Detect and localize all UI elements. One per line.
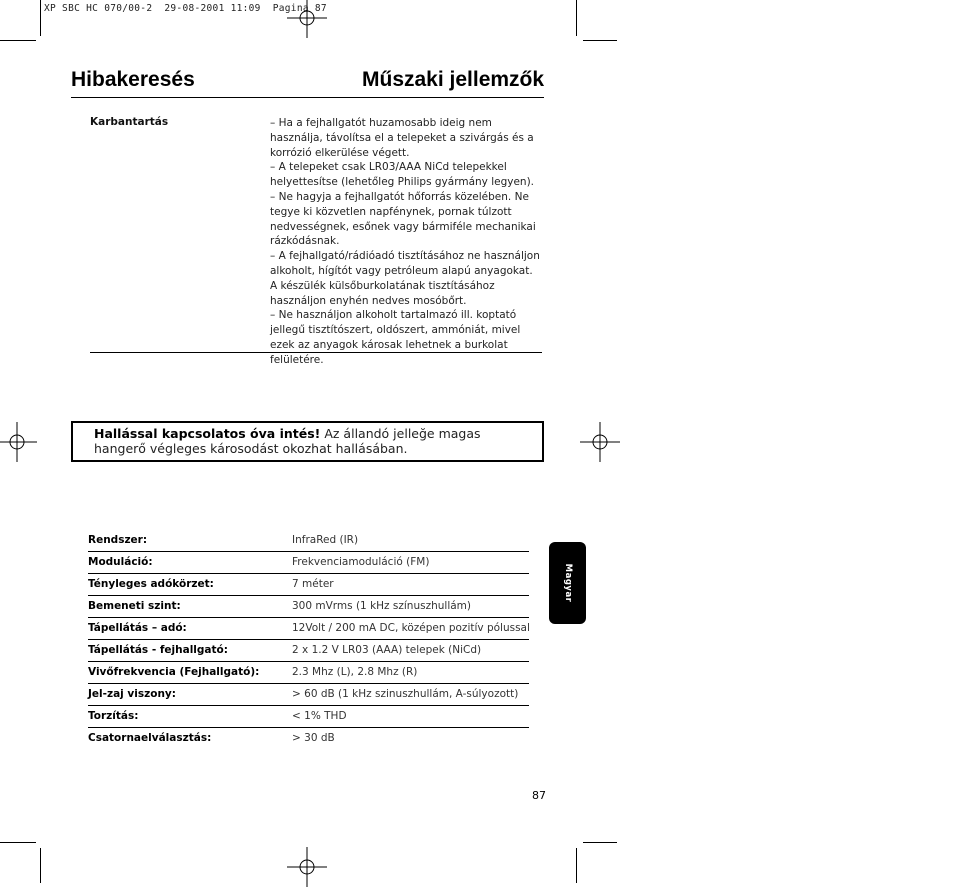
spec-value: 300 mVrms (1 kHz színuszhullám) bbox=[292, 600, 471, 612]
language-tab-label: Magyar bbox=[562, 563, 573, 603]
maintenance-paragraph: – Ha a fejhallgatót huzamosabb ideig nem használja, távolítsa el a telepeket a szivárgás és a korrózió elkerülése végett. bbox=[270, 117, 534, 159]
spec-label: Moduláció: bbox=[88, 556, 153, 568]
registration-mark-left bbox=[0, 422, 37, 462]
registration-mark-bottom bbox=[287, 847, 327, 887]
table-row bbox=[88, 530, 529, 552]
spec-label: Torzítás: bbox=[88, 710, 139, 722]
print-header: XP SBC HC 070/00-2 29-08-2001 11:09 Pagina 87 bbox=[44, 3, 327, 14]
spec-value: > 60 dB (1 kHz szinuszhullám, A-súlyozott) bbox=[292, 688, 519, 700]
hearing-warning-box bbox=[71, 421, 544, 462]
spec-label: Jel-zaj viszony: bbox=[88, 688, 176, 700]
spec-value: Frekvenciamoduláció (FM) bbox=[292, 556, 430, 568]
spec-label: Tényleges adókörzet: bbox=[88, 578, 214, 590]
registration-mark-right bbox=[580, 422, 620, 462]
hearing-warning-title: Hallással kapcsolatos óva intés! bbox=[94, 426, 321, 441]
maintenance-text bbox=[270, 116, 540, 368]
spec-value: 2 x 1.2 V LR03 (AAA) telepek (NiCd) bbox=[292, 644, 482, 656]
table-row bbox=[88, 728, 529, 750]
table-row bbox=[88, 596, 529, 618]
spec-value: < 1% THD bbox=[292, 710, 347, 722]
maintenance-paragraph: – Ne hagyja a fejhallgatót hőforrás közelében. Ne tegye ki közvetlen napfénynek, pornak túlzott nedvességnek, esőnek vagy bármiféle mechanikai rázkódásnak. bbox=[270, 190, 536, 248]
maintenance-paragraph: – A telepeket csak LR03/AAA NiCd telepekkel helyettesítse (lehetőleg Philips gyármány legyen). bbox=[270, 161, 535, 189]
spec-value: 2.3 Mhz (L), 2.8 Mhz (R) bbox=[292, 666, 418, 678]
spec-value: > 30 dB bbox=[292, 732, 335, 744]
table-row bbox=[88, 706, 529, 728]
maintenance-label: Karbantartás bbox=[90, 116, 169, 128]
spec-label: Tápellátás – adó: bbox=[88, 622, 187, 634]
spec-label: Bemeneti szint: bbox=[88, 600, 181, 612]
maintenance-paragraph: – Ne használjon alkoholt tartalmazó ill. koptató jellegű tisztítószert, oldószert, ammóniát, mivel ezek az anyagok károsak lehetnek a burkolat felületére. bbox=[270, 309, 521, 366]
title-technical-specs: Műszaki jellemzők bbox=[362, 68, 545, 91]
spec-label: Rendszer: bbox=[88, 534, 148, 546]
spec-label: Tápellátás - fejhallgató: bbox=[88, 644, 228, 656]
spec-label: Vivőfrekvencia (Fejhallgató): bbox=[88, 666, 260, 678]
page-number: 87 bbox=[532, 789, 546, 802]
registration-mark-top bbox=[287, 0, 327, 38]
hearing-warning-body: Az állandó jelleğe magas hangerő végleges károsodást okozhat hallásában. bbox=[94, 426, 481, 456]
table-row bbox=[88, 574, 529, 596]
language-tab bbox=[549, 542, 586, 624]
spec-value: 7 méter bbox=[292, 578, 334, 590]
table-row bbox=[88, 618, 529, 640]
table-row bbox=[88, 662, 529, 684]
title-rule bbox=[71, 97, 544, 98]
spec-value: InfraRed (IR) bbox=[292, 534, 359, 546]
maintenance-paragraph: – A fejhallgató/rádióadó tisztításához ne használjon alkoholt, hígítót vagy petróleum alapú anyagokat. A készülék külsőburkolatának tisztításához használjon enyhén nedves mosóbőrt. bbox=[270, 250, 540, 307]
spec-label: Csatornaelválasztás: bbox=[88, 732, 212, 744]
table-row bbox=[88, 640, 529, 662]
maintenance-rule bbox=[90, 352, 542, 353]
table-row bbox=[88, 552, 529, 574]
title-troubleshooting: Hibakeresés bbox=[71, 68, 195, 91]
hearing-warning-text bbox=[94, 426, 534, 456]
table-row bbox=[88, 684, 529, 706]
spec-value: 12Volt / 200 mA DC, középen pozitív pólussal bbox=[292, 622, 530, 634]
